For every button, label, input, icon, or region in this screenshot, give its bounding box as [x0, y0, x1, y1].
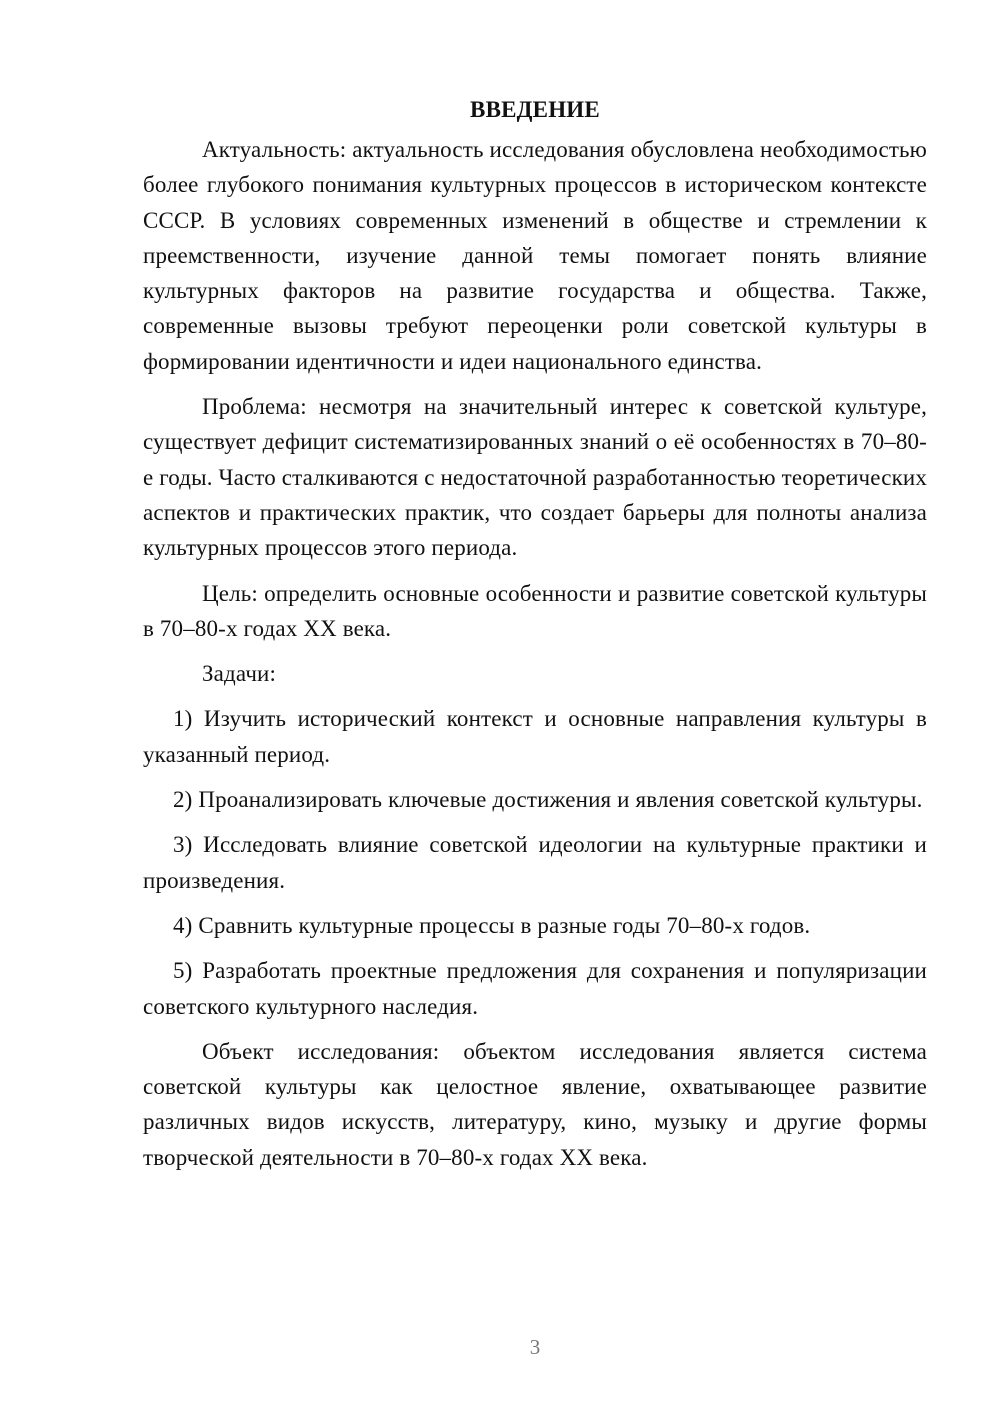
page-number: 3	[529, 1335, 541, 1359]
relevance-paragraph: Актуальность: актуальность исследования обусловлена необходимостью более глубокого понимания культурных процессов в историческом контексте СССР. В условиях современных изменений в обществе и стремлении к преемственности, изучение данной темы помогает понять влияние культурных факторов на развитие государства и общества. Также, современные вызовы требуют переоценки роли советской культуры в формировании идентичности и идеи национального единства.	[143, 137, 927, 374]
object-paragraph: Объект исследования: объектом исследования является система советской культуры как целостное явление, охватывающее развитие различных видов искусств, литературу, кино, музыку и другие формы творческой деятельности в 70–80-х годах XX века.	[143, 1038, 927, 1170]
page-title: ВВЕДЕНИЕ	[470, 97, 600, 122]
task-item-2: 2) Проанализировать ключевые достижения и явления советской культуры.	[173, 787, 923, 813]
task-item-4: 4) Сравнить культурные процессы в разные годы 70–80-х годов.	[173, 912, 811, 938]
task-item-1: 1) Изучить исторический контекст и основные направления культуры в указанный период.	[143, 706, 927, 767]
document-body	[143, 92, 927, 1175]
tasks-label: Задачи:	[202, 661, 277, 687]
task-item-3: 3) Исследовать влияние советской идеологии на культурные практики и произведения.	[143, 832, 927, 893]
goal-paragraph: Цель: определить основные особенности и развитие советской культуры в 70–80-х годах XX века.	[143, 580, 927, 641]
task-item-5: 5) Разработать проектные предложения для сохранения и популяризации советского культурного наследия.	[143, 958, 927, 1019]
problem-paragraph: Проблема: несмотря на значительный интерес к советской культуре, существует дефицит систематизированных знаний о её особенностях в 70–80-е годы. Часто сталкиваются с недостаточной разработанностью теоретических аспектов и практических практик, что создает барьеры для полноты анализа культурных процессов этого периода.	[143, 394, 927, 561]
